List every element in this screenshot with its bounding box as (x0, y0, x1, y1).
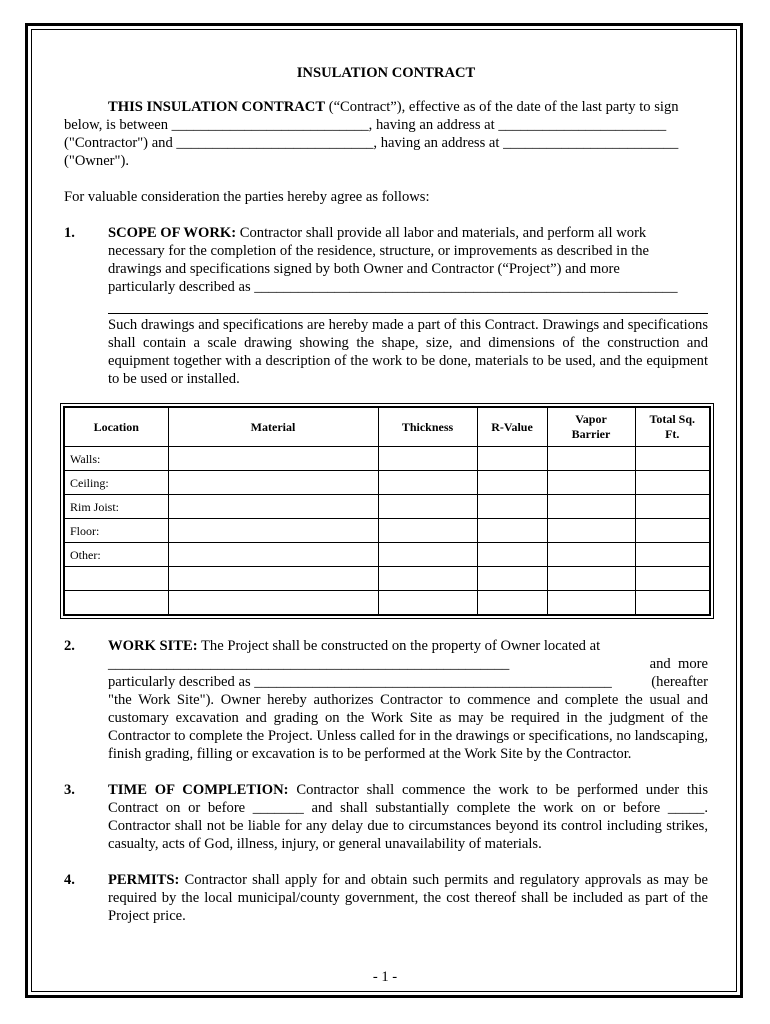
row-label: Rim Joist: (64, 495, 168, 519)
table-row (64, 471, 710, 495)
section-number: 1. (64, 225, 75, 241)
cell[interactable] (547, 471, 635, 495)
cell[interactable] (635, 519, 710, 543)
cell[interactable] (378, 591, 477, 616)
cell[interactable] (635, 543, 710, 567)
s2-rest: "the Work Site"). Owner hereby authorizes Contractor to commence and complete the usual and customary excavation and grading on the Work Site as may be required in the judgment of the Contractor to complete the Project. Unless called for in the drawings or specifications, no landscaping, finish grading, filling or excavation is to be performed at the Work Site by the Contractor. (108, 692, 708, 762)
header-r-value: R-Value (477, 407, 547, 447)
s1-paragraph-2: Such drawings and specifications are hereby made a part of this Contract. Drawings and specifications shall contain a scale drawing showing the shape, size, and dimensions of the construction and equipment together with a description of the work to be done, materials to be used, and the equipment to be used or installed. (108, 317, 708, 387)
cell[interactable] (168, 519, 378, 543)
header-thickness: Thickness (378, 407, 477, 447)
row-label: Floor: (64, 519, 168, 543)
section-heading: TIME OF COMPLETION: (108, 782, 289, 798)
section-heading: WORK SITE: (108, 638, 198, 654)
row-label: Other: (64, 543, 168, 567)
section-number: 2. (64, 638, 75, 654)
page-number: - 1 - (372, 969, 398, 985)
intro-lead: THIS INSULATION CONTRACT (108, 99, 326, 115)
intro-line-1: (“Contract”), effective as of the date of the last party to sign (325, 99, 679, 115)
section-work-site (64, 637, 708, 763)
cell[interactable] (477, 567, 547, 591)
section-number: 3. (64, 782, 75, 798)
s1-line-2: necessary for the completion of the residence, structure, or improvements as described in the (108, 243, 649, 259)
table-row (64, 519, 710, 543)
cell[interactable] (378, 543, 477, 567)
cell[interactable] (168, 495, 378, 519)
s4-text: Contractor shall apply for and obtain such permits and regulatory approvals as may be required by the local municipal/county government, the cost thereof shall be included as part of the Project price. (108, 872, 708, 924)
cell[interactable] (635, 471, 710, 495)
cell[interactable] (378, 567, 477, 591)
table-row (64, 495, 710, 519)
consideration-text: For valuable consideration the parties hereby agree as follows: (64, 189, 430, 205)
section-heading: PERMITS: (108, 872, 180, 888)
cell[interactable] (477, 591, 547, 616)
table-header-row (64, 407, 710, 447)
s1-line-1: Contractor shall provide all labor and materials, and perform all work (236, 225, 647, 241)
insulation-table-wrap (64, 406, 708, 616)
row-label[interactable] (64, 567, 168, 591)
document-title: INSULATION CONTRACT (296, 65, 476, 81)
intro-line-3: ("Contractor") and ___________________________, having an address at ________________________ (64, 135, 679, 151)
cell[interactable] (547, 447, 635, 471)
s2-line-3a: particularly described as _________________________________________________ (108, 674, 612, 690)
cell[interactable] (477, 447, 547, 471)
row-label: Walls: (64, 447, 168, 471)
cell[interactable] (378, 495, 477, 519)
cell[interactable] (168, 471, 378, 495)
blank-line (108, 296, 708, 314)
insulation-table (63, 406, 711, 616)
row-label: Ceiling: (64, 471, 168, 495)
s2-line-2a: _______________________________________________________ (108, 656, 510, 672)
cell[interactable] (547, 495, 635, 519)
cell[interactable] (547, 591, 635, 616)
s2-line-1: The Project shall be constructed on the property of Owner located at (197, 638, 601, 654)
cell[interactable] (477, 471, 547, 495)
cell[interactable] (547, 519, 635, 543)
section-number: 4. (64, 872, 75, 888)
header-material: Material (168, 407, 378, 447)
cell[interactable] (635, 447, 710, 471)
cell[interactable] (378, 447, 477, 471)
intro-line-2: below, is between ___________________________, having an address at _______________________ (64, 117, 667, 133)
header-vapor-barrier: Vapor Barrier (547, 407, 635, 447)
s2-line-2b: and more (649, 656, 708, 672)
table-row (64, 591, 710, 616)
cell[interactable] (477, 543, 547, 567)
intro-paragraph (64, 98, 708, 170)
section-heading: SCOPE OF WORK: (108, 225, 237, 241)
cell[interactable] (635, 567, 710, 591)
section-permits (64, 871, 708, 925)
table-row (64, 567, 710, 591)
header-location: Location (64, 407, 168, 447)
cell[interactable] (477, 519, 547, 543)
cell[interactable] (168, 543, 378, 567)
cell[interactable] (378, 519, 477, 543)
section-scope-of-work (64, 224, 708, 388)
cell[interactable] (477, 495, 547, 519)
s1-line-3: drawings and specifications signed by both Owner and Contractor (“Project”) and more (108, 261, 620, 277)
table-row (64, 543, 710, 567)
cell[interactable] (635, 591, 710, 616)
section-time-of-completion (64, 781, 708, 853)
s1-line-4: particularly described as __________________________________________________________ (108, 279, 678, 295)
table-row (64, 447, 710, 471)
s3-text: Contractor shall commence the work to be performed under this Contract on or before _______ and shall substantially complete the work on or before _____. Contractor shall not be liable for any delay due to circumstances beyond its control including strikes, casualty, acts of God, illness, injury, or general unavailability of materials. (108, 782, 708, 852)
cell[interactable] (168, 567, 378, 591)
cell[interactable] (547, 543, 635, 567)
cell[interactable] (547, 567, 635, 591)
cell[interactable] (168, 591, 378, 616)
cell[interactable] (378, 471, 477, 495)
s2-line-3b: (hereafter (651, 674, 708, 690)
document-body (64, 64, 708, 925)
cell[interactable] (168, 447, 378, 471)
header-total-sq-ft: Total Sq. Ft. (635, 407, 710, 447)
row-label[interactable] (64, 591, 168, 616)
intro-line-4: ("Owner"). (64, 153, 129, 169)
cell[interactable] (635, 495, 710, 519)
